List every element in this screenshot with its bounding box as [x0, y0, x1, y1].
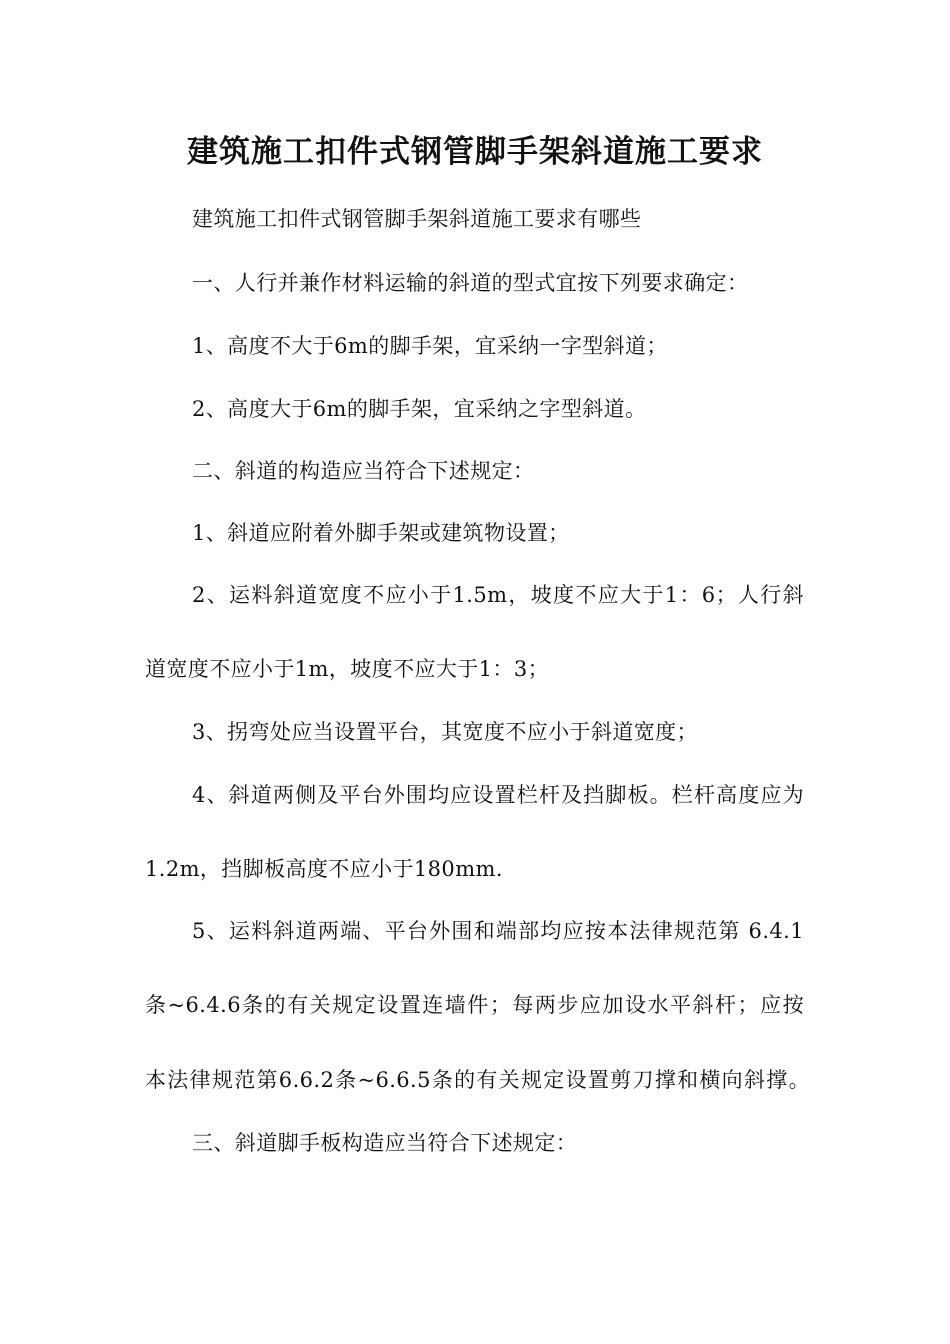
list-item-2-2-line2: 道宽度不应小于1m，坡度不应大于1：3；: [145, 657, 549, 681]
list-item-2-5-line3: 本法律规范第6.6.2条~6.6.5条的有关规定设置剪刀撑和横向斜撑。: [145, 1068, 810, 1092]
list-item-2-5-line1: 5、运料斜道两端、平台外围和端部均应按本法律规范第 6.4.1: [192, 919, 804, 943]
list-item-2-5-line2: 条~6.4.6条的有关规定设置连墙件；每两步应加设水平斜杆；应按: [145, 993, 804, 1017]
list-item-1-2: 2、高度大于6m的脚手架，宜采纳之字型斜道。: [192, 397, 647, 421]
list-item-2-1: 1、斜道应附着外脚手架或建筑物设置；: [192, 521, 570, 545]
list-item-1-1: 1、高度不大于6m的脚手架，宜采纳一字型斜道；: [192, 334, 668, 358]
section-heading-3: 三、斜道脚手板构造应当符合下述规定：: [192, 1131, 578, 1155]
list-item-2-2-line1: 2、运料斜道宽度不应小于1.5m，坡度不应大于1：6；人行斜: [192, 583, 804, 607]
list-item-2-4-line1: 4、斜道两侧及平台外围均应设置栏杆及挡脚板。栏杆高度应为: [192, 783, 804, 807]
list-item-2-3: 3、拐弯处应当设置平台，其宽度不应小于斜道宽度；: [192, 720, 698, 744]
list-item-2-4-line2: 1.2m，挡脚板高度不应小于180mm.: [145, 857, 503, 881]
section-heading-2: 二、斜道的构造应当符合下述规定：: [192, 459, 535, 483]
section-heading-1: 一、人行并兼作材料运输的斜道的型式宜按下列要求确定：: [192, 271, 749, 295]
paragraph-intro: 建筑施工扣件式钢管脚手架斜道施工要求有哪些: [192, 207, 642, 231]
document-title: 建筑施工扣件式钢管脚手架斜道施工要求: [187, 134, 763, 170]
